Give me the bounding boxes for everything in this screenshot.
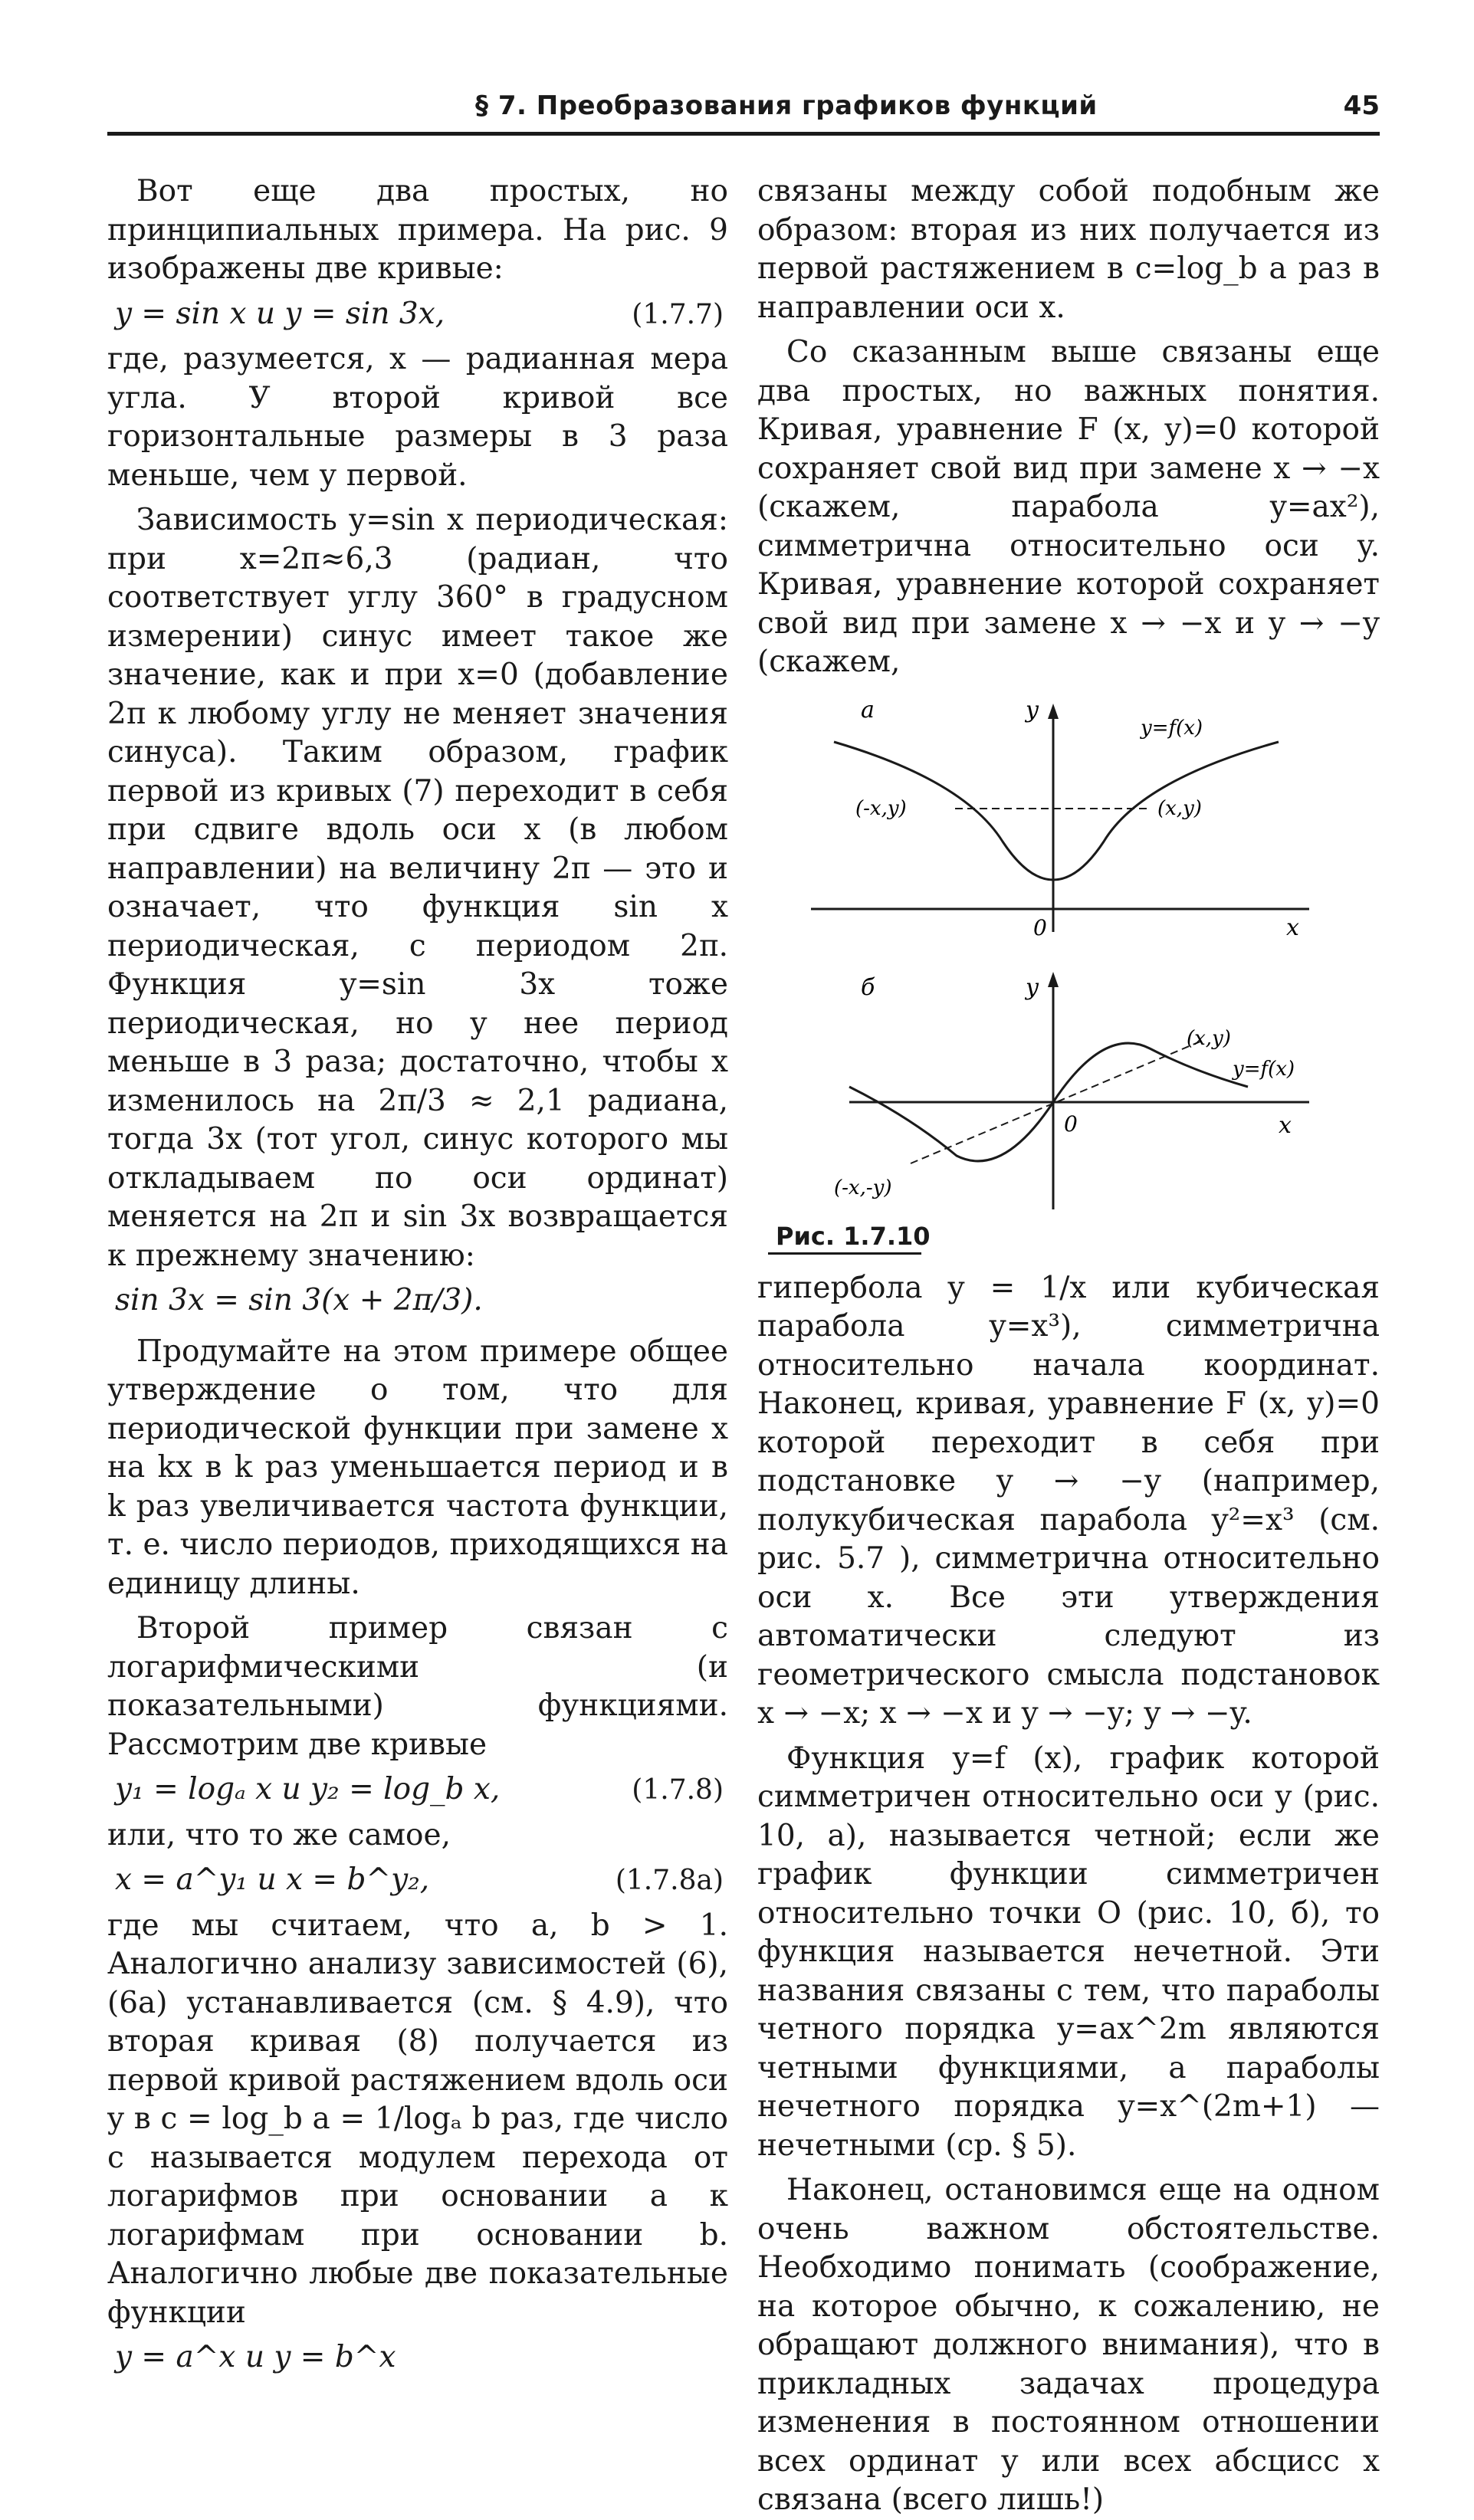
paragraph: Наконец, остановимся еще на одном очень важном обстоятельстве. Необходимо понимать (соображение, на которое обычно, к сожалению, не обращают должного внимания), что в прикладных задачах процедура изменения в постоянном отношении всех ординат y или всех абсцисс x связана (всего лишь!) (757, 2173, 1380, 2517)
a-y-arrow-icon (1048, 704, 1059, 719)
b-origin-label: 0 (1064, 1111, 1078, 1137)
running-header (107, 90, 1380, 127)
paragraph: Вот еще два простых, но принципиальных примера. На рис. 9 изображены две кривые: (107, 174, 728, 286)
a-point-left: (-x,y) (855, 796, 907, 820)
equation-1-7-7 (107, 295, 728, 335)
running-title: § 7. Преобразования графиков функций (475, 90, 1098, 121)
b-y-arrow-icon (1048, 972, 1059, 987)
equation-number: (1.7.7) (632, 298, 724, 330)
b-y-label: y (1026, 973, 1039, 1001)
a-origin-label: 0 (1033, 914, 1047, 940)
a-x-label: x (1286, 914, 1299, 941)
a-curve-label: y=f(x) (1141, 716, 1203, 740)
paragraph: Продумайте на этом примере общее утверждение о том, что для периодической функции при замене x на kx в k раз уменьшается период и в k раз увеличивается частота функции, т. е. число периодов, приходящихся на единицу длины. (107, 1334, 728, 1601)
figure-diagram (757, 688, 1380, 1255)
equation-1-7-8a (107, 1861, 728, 1901)
b-x-label: x (1279, 1111, 1292, 1139)
b-point-right: (x,y) (1187, 1026, 1231, 1050)
equation-body: sin 3x = sin 3(x + 2π/3). (115, 1283, 483, 1317)
b-panel-label: б (861, 973, 875, 1001)
paragraph: Второй пример связан с логарифмическими (и показательными) функциями. Рассмотрим две кривые (107, 1611, 728, 1762)
equation-1-7-8 (107, 1770, 728, 1810)
paragraph: Функция y=f (x), график которой симметричен относительно оси y (рис. 10, а), называется четной; если же график функции симметричен относительно точки O (рис. 10, б), то функция называется нечетной. Эти названия связаны с тем, что параболы четного порядка y=ax^2m являются четными функциями, а параболы нечетного порядка y=x^(2m+1) — нечетными (ср. § 5). (757, 1741, 1380, 2163)
left-column (107, 172, 728, 2384)
paragraph: Зависимость y=sin x периодическая: при x=2π≈6,3 (радиан, что соответствует углу 360° в градусном измерении) синус имеет такое же значение, как и при x=0 (добавление 2π к любому углу не меняет значения синуса). Таким образом, график первой из кривых (7) переходит в себя при сдвиге вдоль оси x (в любом направлении) на величину 2π — это и означает, что функция sin x периодическая, с периодом 2π. Функция y=sin 3x тоже периодическая, но у нее период меньше в 3 раза; достаточно, чтобы x изменилось на 2π/3 ≈ 2,1 радиана, тогда 3x (тот угол, синус которого мы откладываем по оси ординат) меняется на 2π и sin 3x возвращается к прежнему значению: (107, 503, 728, 1273)
equation-body: x = a^y₁ и x = b^y₂, (115, 1862, 430, 1897)
figure-1-7-10 (757, 688, 1380, 1255)
figure-caption: Рис. 1.7.10 (776, 1221, 931, 1251)
equation-exp (107, 2338, 728, 2377)
equation-body: y = a^x и y = b^x (115, 2340, 396, 2374)
b-point-left: (-x,-y) (834, 1176, 892, 1199)
a-y-label: y (1026, 696, 1039, 724)
paragraph: где мы считаем, что a, b > 1. Аналогично анализу зависимостей (6), (6а) устанавливается (см. § 4.9), что вторая кривая (8) получается из первой кривой растяжением вдоль оси y в c = log_b a = 1/logₐ b раз, где число c называется модулем перехода от логарифмов при основании a к логарифмам при основании b. Аналогично любые две показательные функции (107, 1908, 728, 2330)
paragraph: Со сказанным выше связаны еще два простых, но важных понятия. Кривая, уравнение F (x, y)=0 которой сохраняет свой вид при замене x → −x (скажем, парабола y=ax²), симметрична относительно оси y. Кривая, уравнение которой сохраняет свой вид при замене x → −x и y → −y (скажем, (757, 335, 1380, 679)
paragraph: где, разумеется, x — радианная мера угла. У второй кривой все горизонтальные размеры в 3 раза меньше, чем у первой. (107, 342, 728, 493)
equation-body: y₁ = logₐ x и y₂ = log_b x, (115, 1772, 501, 1806)
equation-number: (1.7.8а) (615, 1865, 724, 1896)
equation-number: (1.7.8) (632, 1774, 724, 1806)
a-point-right: (x,y) (1157, 796, 1202, 820)
equation-sin (107, 1281, 728, 1321)
b-curve-label: y=f(x) (1233, 1057, 1295, 1081)
paragraph: или, что то же самое, (107, 1817, 451, 1852)
header-rule (107, 132, 1380, 136)
page-number: 45 (1343, 90, 1380, 121)
paragraph: связаны между собой подобным же образом: вторая из них получается из первой растяжением в c=log_b a раз в направлении оси x. (757, 174, 1380, 325)
right-column (757, 172, 1380, 2520)
caption-rule (768, 1252, 921, 1255)
equation-body: y = sin x и y = sin 3x, (115, 296, 445, 331)
a-panel-label: а (861, 696, 875, 724)
paragraph: гипербола y = 1/x или кубическая парабола y=x³), симметрична относительно начала координат. Наконец, кривая, уравнение F (x, y)=0 которой переходит в себя при подстановке y → −y (например, полукубическая парабола y²=x³ (см. рис. 5.7 ), симметрична относительно оси x. Все эти утверждения автоматически следуют из геометрического смысла подстановок x → −x; x → −x и y → −y; y → −y. (757, 1270, 1380, 1731)
